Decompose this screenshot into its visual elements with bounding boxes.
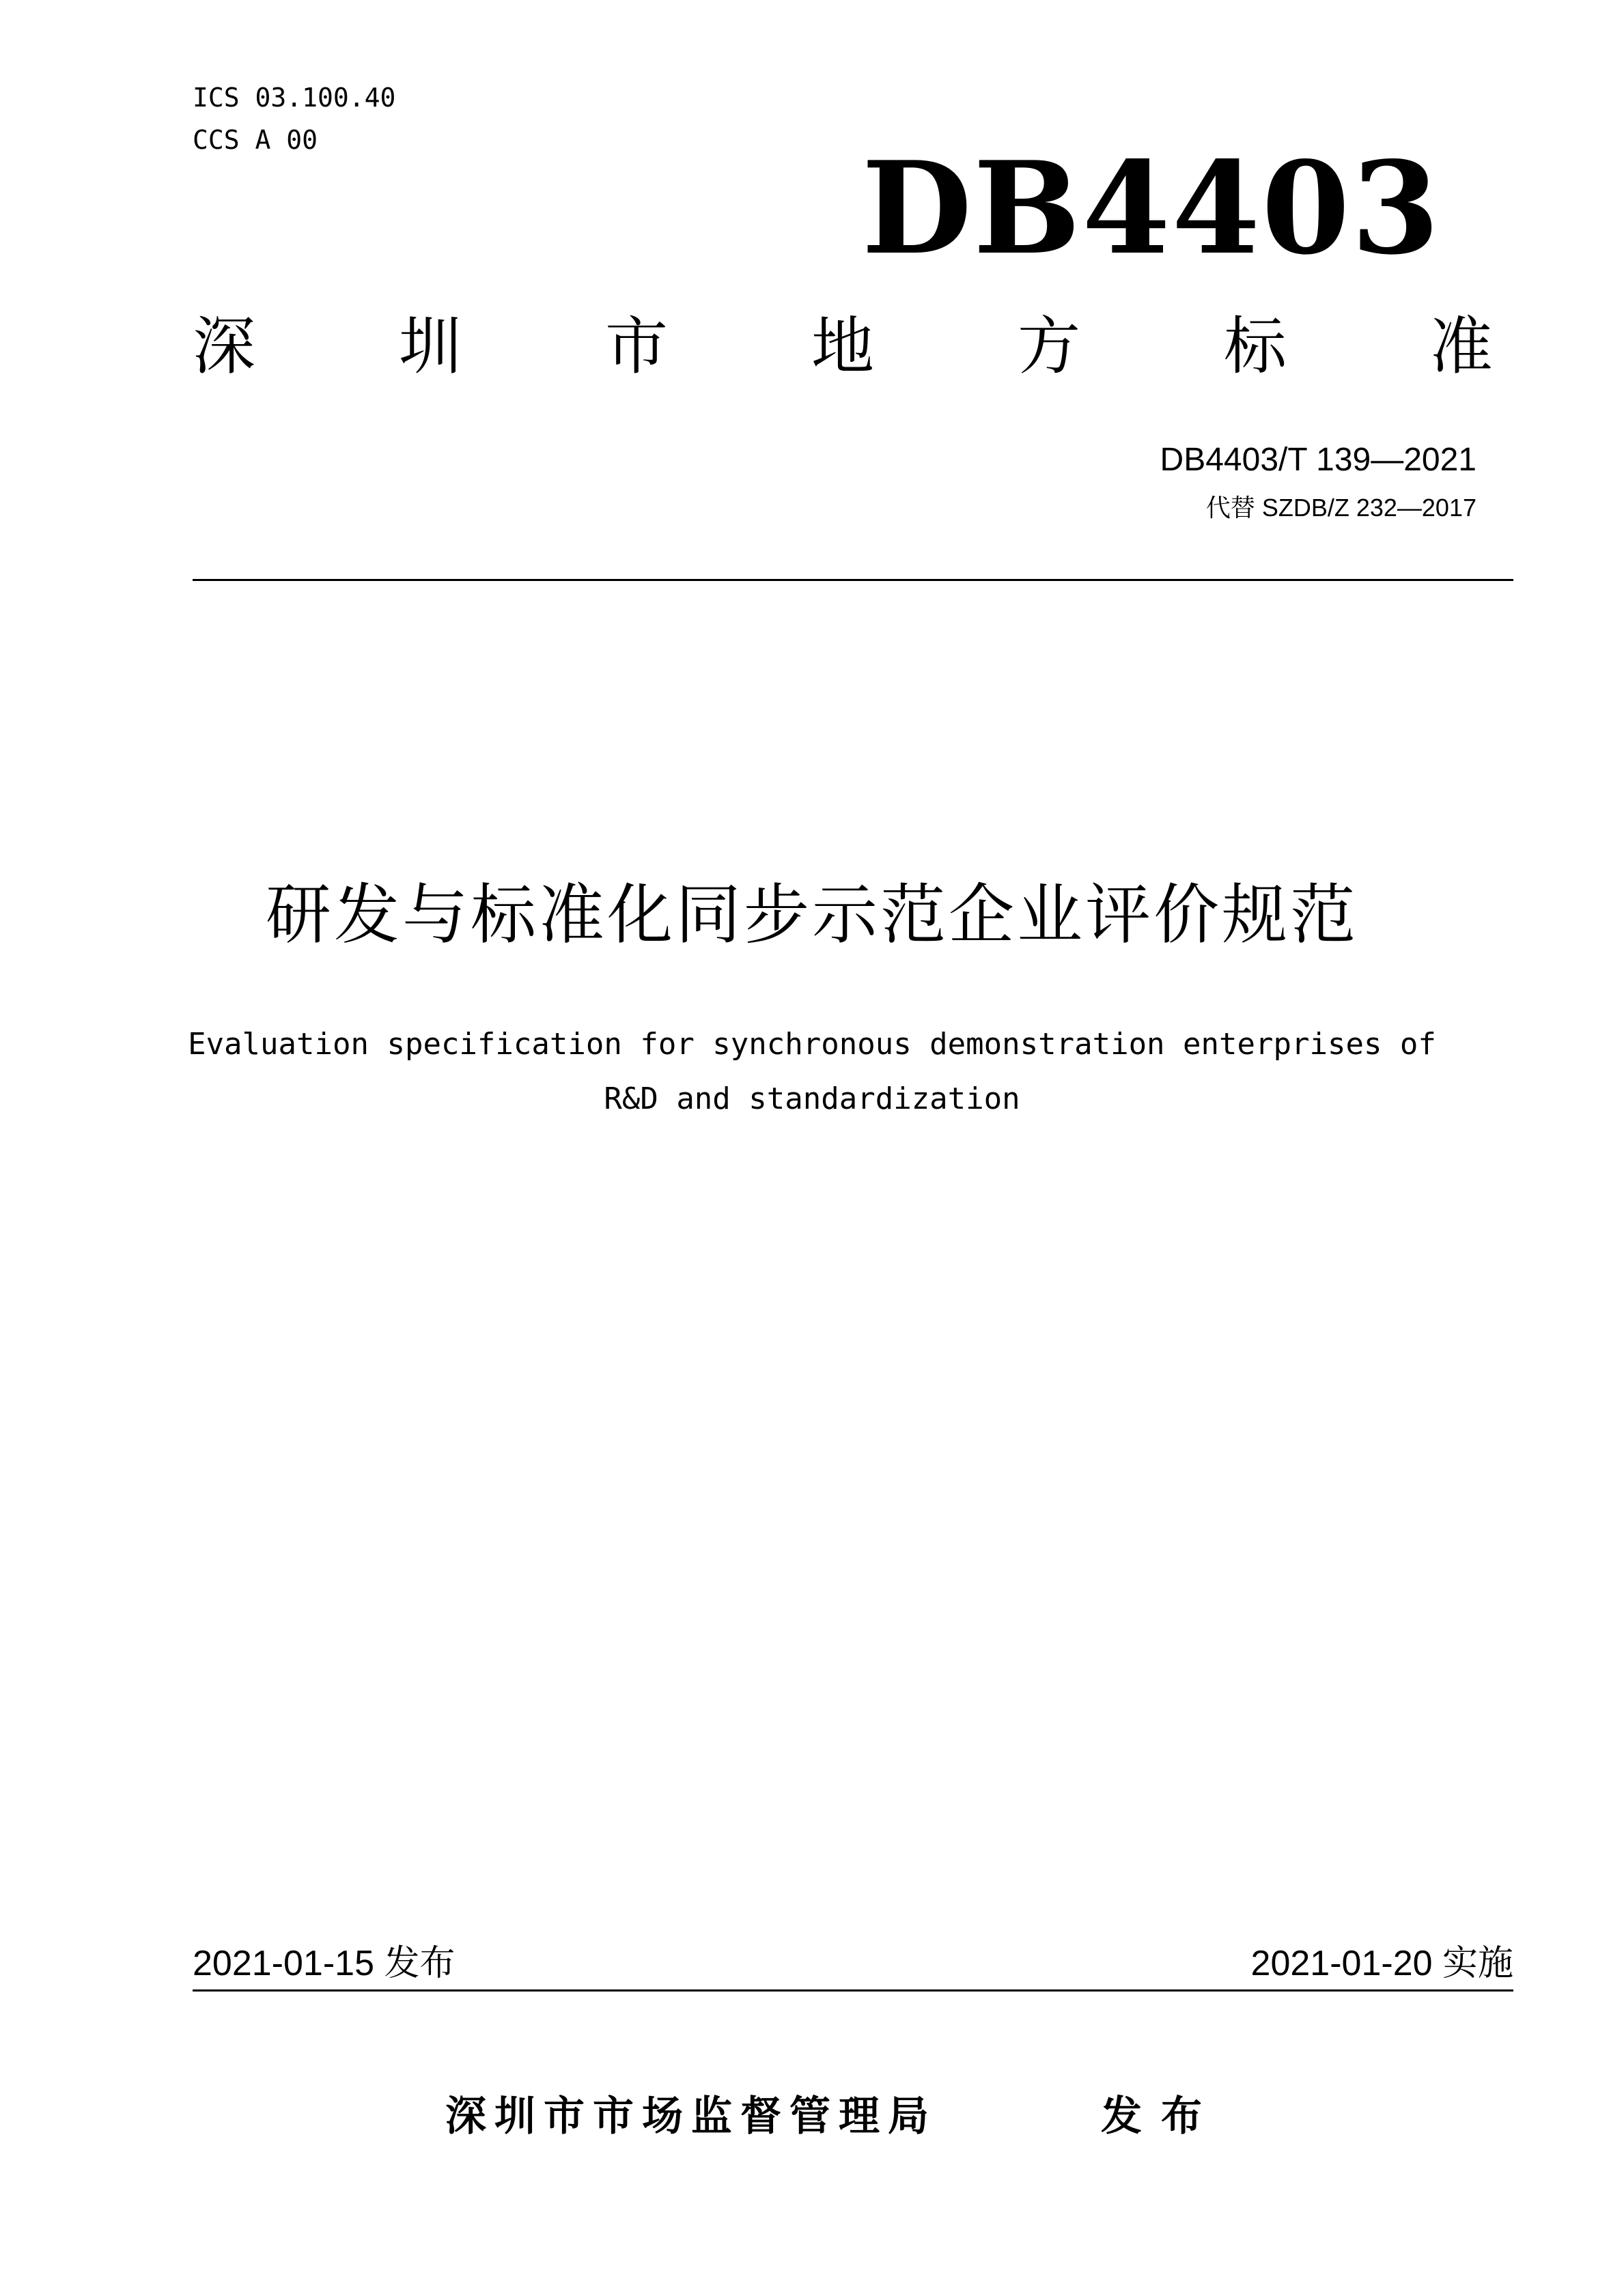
implementation-date: 2021-01-20 实施 [1250, 1944, 1513, 1983]
publisher-name: 深圳市市场监督管理局 [445, 2093, 937, 2140]
ics-code: ICS 03.100.40 [193, 83, 396, 113]
category-char: 市 [604, 310, 668, 383]
standard-category [193, 310, 1493, 383]
publish-label: 发布 [1101, 2093, 1221, 2140]
title-english-line: Evaluation specification for synchronous demonstration enterprises of [188, 1027, 1436, 1062]
title-english-line: R&D and standardization [604, 1081, 1020, 1116]
standard-number: DB4403/T 139—2021 [1160, 442, 1476, 478]
category-char: 方 [1017, 310, 1080, 383]
top-divider [193, 579, 1513, 581]
category-char: 标 [1223, 310, 1287, 383]
ccs-code: CCS A 00 [193, 125, 318, 155]
replaces-standard: 代替 SZDB/Z 232—2017 [1205, 494, 1476, 522]
category-char: 深 [193, 310, 256, 383]
title-english [0, 1017, 1624, 1126]
standard-code-logo: DB4403 [861, 133, 1441, 283]
category-char: 准 [1429, 310, 1493, 383]
category-char: 地 [811, 310, 874, 383]
issue-date: 2021-01-15 发布 [193, 1944, 456, 1983]
category-char: 圳 [398, 310, 462, 383]
bottom-divider [193, 1989, 1513, 1992]
title-chinese: 研发与标准化同步示范企业评价规范 [266, 877, 1358, 953]
